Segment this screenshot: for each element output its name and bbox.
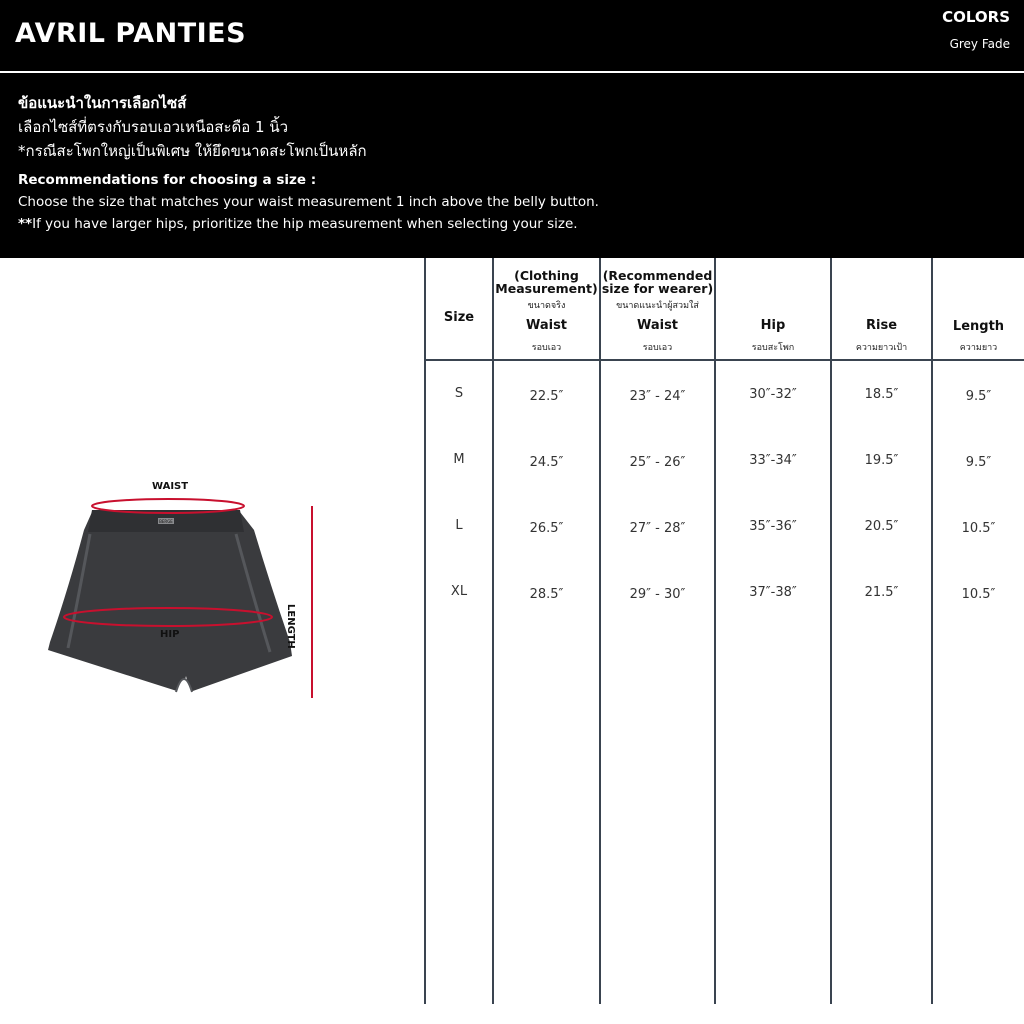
table-vline	[424, 258, 426, 1004]
header-waist-clothing-note-th: ขนาดจริง	[527, 301, 566, 311]
header-divider	[0, 71, 1024, 73]
table-vline	[714, 258, 716, 1004]
header-waist-clothing-sub: รอบเอว	[531, 343, 562, 353]
th-recommendation-heading: ข้อแนะนำในการเลือกไซส์	[18, 94, 187, 112]
header-rise-label: Rise	[865, 318, 898, 333]
colors-label: COLORS	[942, 8, 1010, 26]
cell-length: 10.5″	[961, 521, 996, 536]
header-size-label: Size	[443, 310, 475, 325]
header-hip-label: Hip	[760, 318, 786, 333]
size-chart-table	[424, 258, 1024, 1024]
header-rise-sub: ความยาวเป้า	[855, 343, 908, 353]
hip-label: HIP	[160, 629, 180, 640]
cell-size: L	[455, 518, 463, 533]
header-rise	[832, 258, 931, 359]
en-recommendation-line-2	[18, 216, 578, 232]
header-length	[933, 258, 1024, 359]
table-vline	[492, 258, 494, 1004]
colors-value: Grey Fade	[949, 37, 1010, 51]
cell-size: S	[454, 386, 464, 401]
header-hip	[716, 258, 830, 359]
cell-rise: 18.5″	[864, 387, 899, 402]
cell-rise: 20.5″	[864, 519, 899, 534]
header-waist-clothing-label: Waist	[525, 318, 568, 333]
en-recommendation-prefix: **	[18, 216, 33, 232]
cell-waist: 28.5″	[529, 587, 564, 602]
header-waist-recommended-label: Waist	[636, 318, 679, 333]
header-waist-recommended	[601, 258, 714, 359]
en-recommendation-line-1: Choose the size that matches your waist measurement 1 inch above the belly button.	[18, 194, 599, 210]
cell-size: XL	[450, 584, 468, 599]
table-vline	[599, 258, 601, 1004]
en-recommendation-heading: Recommendations for choosing a size :	[18, 172, 317, 188]
table-vline	[830, 258, 832, 1004]
header-hip-sub: รอบสะโพก	[751, 343, 795, 353]
cell-hip: 33″-34″	[749, 453, 797, 468]
en-recommendation-line-2-text: If you have larger hips, prioritize the hip measurement when selecting your size.	[32, 216, 578, 232]
cell-rise: 19.5″	[864, 453, 899, 468]
cell-waist: 24.5″	[529, 455, 564, 470]
cell-waist-rec: 23″ - 24″	[629, 389, 686, 404]
cell-waist-rec: 27″ - 28″	[629, 521, 686, 536]
length-label: LENGTH	[285, 604, 296, 649]
header-waist-recommended-sub: รอบเอว	[642, 343, 673, 353]
cell-waist: 26.5″	[529, 521, 564, 536]
header-length-label: Length	[952, 319, 1005, 334]
cell-waist-rec: 25″ - 26″	[629, 455, 686, 470]
garment-illustration	[40, 470, 340, 710]
cell-length: 10.5″	[961, 587, 996, 602]
cell-hip: 35″-36″	[749, 519, 797, 534]
product-title: AVRIL PANTIES	[15, 18, 247, 49]
header-waist-clothing-note: (Clothing Measurement)	[495, 268, 598, 296]
cell-hip: 30″-32″	[749, 387, 797, 402]
header-length-sub: ความยาว	[959, 343, 998, 353]
brand-tag-text: BERGE	[159, 519, 173, 524]
cell-waist-rec: 29″ - 30″	[629, 587, 686, 602]
cell-rise: 21.5″	[864, 585, 899, 600]
table-header-divider	[424, 359, 1024, 361]
shorts-diagram	[40, 470, 340, 710]
cell-hip: 37″-38″	[749, 585, 797, 600]
cell-length: 9.5″	[965, 389, 992, 404]
header-waist-recommended-note: (Recommended size for wearer)	[601, 268, 714, 296]
th-recommendation-line-2: *กรณีสะโพกใหญ่เป็นพิเศษ ให้ยึดขนาดสะโพกเป็นหลัก	[18, 142, 367, 160]
th-recommendation-line-1: เลือกไซส์ที่ตรงกับรอบเอวเหนือสะดือ 1 นิ้ว	[18, 118, 289, 136]
cell-size: M	[453, 452, 465, 467]
header-band	[0, 0, 1024, 258]
header-waist-recommended-note-th: ขนาดแนะนำผู้สวมใส่	[616, 301, 699, 311]
waist-label: WAIST	[152, 481, 189, 492]
header-waist-clothing	[494, 258, 599, 359]
cell-length: 9.5″	[965, 455, 992, 470]
header-size	[426, 258, 492, 359]
table-vline	[931, 258, 933, 1004]
cell-waist: 22.5″	[529, 389, 564, 404]
